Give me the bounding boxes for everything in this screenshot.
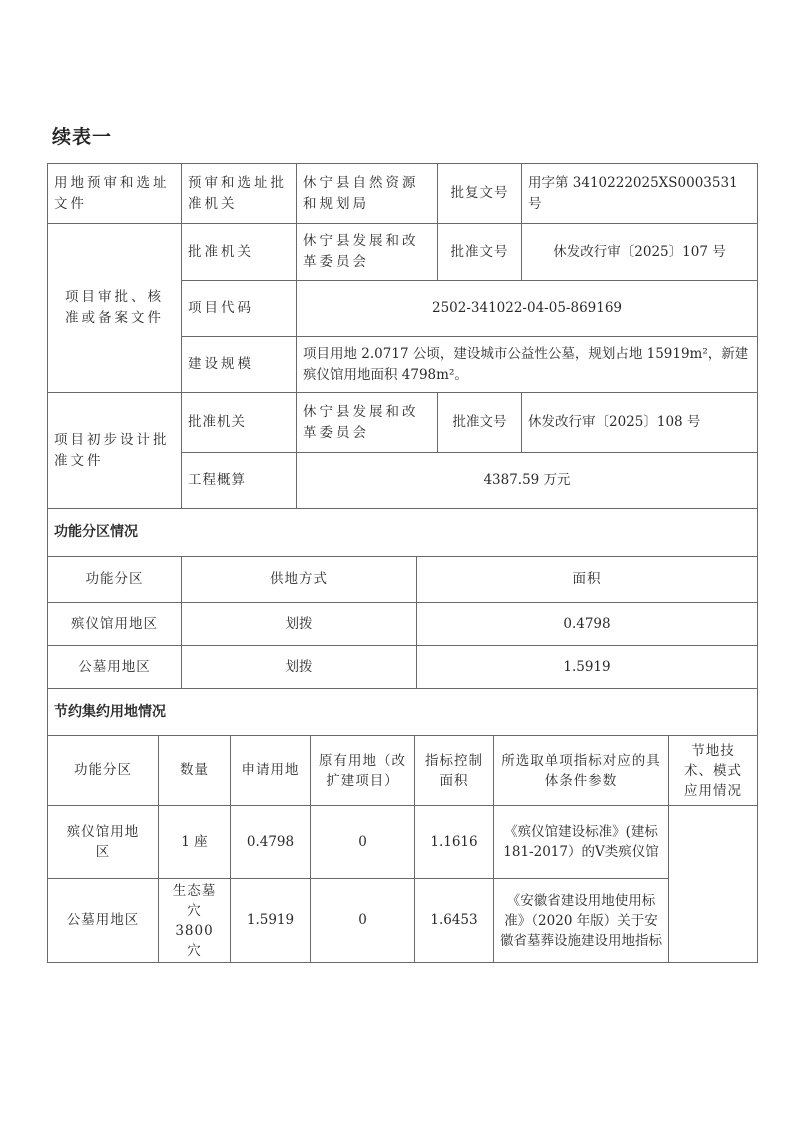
construction-scale: 项目用地 2.0717 公顷，建设城市公益性公墓，规划占地 15919m²，新建殡仪馆用地面积 4798m²。 [296,336,758,393]
site-preapproval-docno-label: 批复文号 [437,163,522,224]
site-preapproval-docno: 用字第 3410222025XS0003531号 [521,163,758,224]
construction-scale-label: 建设规模 [181,336,297,393]
zoning-row-2-area: 1.5919 [416,645,758,689]
zoning-row-2-zone: 公墓用地区 [47,645,182,689]
saving-row-2-control-area: 1.6453 [414,878,494,963]
saving-row-1-params: 《殡仪馆建设标准》(建标 181-2017）的Ⅴ类殡仪馆 [493,805,669,879]
zoning-row-2-supply: 划拨 [181,645,417,689]
preliminary-design-label: 项目初步设计批准文件 [47,392,182,509]
saving-header-params: 所选取单项指标对应的具体条件参数 [493,735,669,806]
saving-header-applied: 申请用地 [230,735,311,806]
zoning-header-area: 面积 [416,556,758,603]
saving-row-1-applied: 0.4798 [230,805,311,879]
saving-row-2-zone: 公墓用地区 [47,878,159,963]
project-code: 2502-341022-04-05-869169 [296,280,758,337]
site-preapproval-authority: 休宁县自然资源和规划局 [296,163,438,224]
saving-row-2-params: 《安徽省建设用地使用标准》（2020 年版）关于安徽省墓葬设施建设用地指标 [493,878,669,963]
preliminary-design-authority-label: 批准机关 [181,392,297,453]
zoning-row-1-area: 0.4798 [416,602,758,646]
site-preapproval-label: 用地预审和选址文件 [47,163,182,224]
preliminary-design-docno-label: 批准文号 [437,392,522,453]
saving-row-1-existing: 0 [310,805,415,879]
zoning-row-1-zone: 殡仪馆用地区 [47,602,182,646]
saving-row-1-zone: 殡仪馆用地区 [47,805,159,879]
budget-label: 工程概算 [181,452,297,509]
project-approval-authority: 休宁县发展和改革委员会 [296,223,438,281]
project-approval-authority-label: 批准机关 [181,223,297,281]
saving-header-zone: 功能分区 [47,735,159,806]
saving-technique-merged [668,805,758,963]
saving-header-technique: 节地技术、模式应用情况 [668,735,758,806]
zoning-header-zone: 功能分区 [47,556,182,603]
saving-row-2-applied: 1.5919 [230,878,311,963]
zoning-header-supply: 供地方式 [181,556,417,603]
functional-zoning-title: 功能分区情况 [47,508,758,557]
page-heading: 续表一 [52,126,113,148]
project-code-label: 项目代码 [181,280,297,337]
saving-row-2-quantity: 生态墓穴 3800穴 [158,878,231,963]
zoning-row-1-supply: 划拨 [181,602,417,646]
saving-header-control-area: 指标控制面积 [414,735,494,806]
project-approval-label: 项目审批、核准或备案文件 [47,223,182,393]
project-approval-docno-label: 批准文号 [437,223,522,281]
budget-value: 4387.59 万元 [296,452,758,509]
saving-row-2-existing: 0 [310,878,415,963]
preliminary-design-authority: 休宁县发展和改革委员会 [296,392,438,453]
saving-header-existing: 原有用地（改扩建项目） [310,735,415,806]
saving-row-1-control-area: 1.1616 [414,805,494,879]
project-approval-docno: 休发改行审〔2025〕107 号 [521,223,758,281]
preliminary-design-docno: 休发改行审〔2025〕108 号 [521,392,758,453]
saving-row-1-quantity: 1 座 [158,805,231,879]
land-saving-title: 节约集约用地情况 [47,688,758,736]
saving-header-quantity: 数量 [158,735,231,806]
site-preapproval-authority-label: 预审和选址批准机关 [181,163,297,224]
